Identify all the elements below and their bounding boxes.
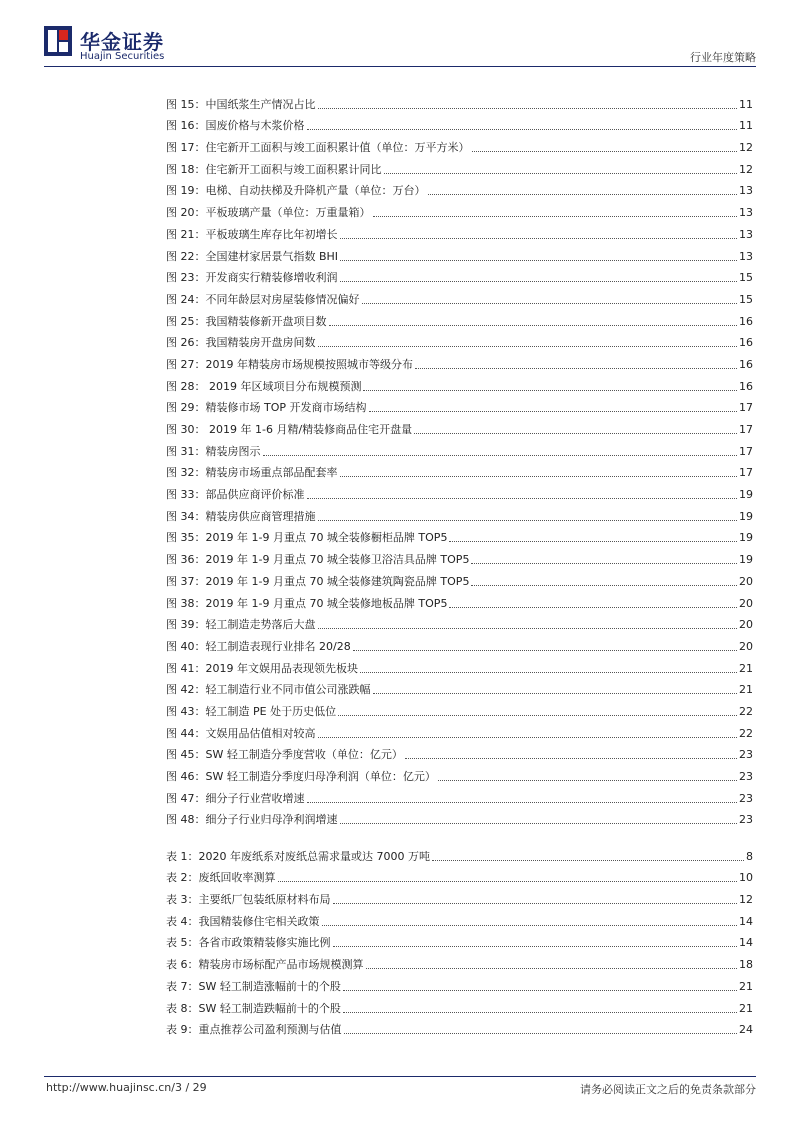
dot-leader [263, 455, 738, 456]
dot-leader [318, 520, 738, 521]
figure-entry[interactable] [166, 242, 753, 264]
figure-entry-page-number: 20 [739, 574, 753, 588]
figure-entry-label: 图 32：精装房市场重点部品配套率 [166, 466, 338, 480]
table-entry-page-number: 18 [739, 958, 753, 972]
table-entry[interactable] [166, 994, 753, 1016]
figure-entry[interactable] [166, 654, 753, 676]
header-divider [44, 66, 756, 67]
dot-leader [318, 108, 738, 109]
figure-entry-page-number: 22 [739, 726, 753, 740]
table-entry-page-number: 21 [739, 1001, 753, 1015]
dot-leader [362, 303, 738, 304]
figure-entry[interactable] [166, 133, 753, 155]
brand-name-en: Huajin Securities [80, 51, 165, 62]
figure-entry-label: 图 20：平板玻璃产量（单位：万重量箱） [166, 206, 371, 220]
table-entry-label: 表 8：SW 轻工制造跌幅前十的个股 [166, 1001, 341, 1015]
page-header [0, 0, 800, 72]
figure-entry[interactable] [166, 112, 753, 134]
dot-leader [366, 968, 738, 969]
dot-leader [318, 346, 738, 347]
figure-entry-page-number: 15 [739, 271, 753, 285]
figure-entry-label: 图 42：轻工制造行业不同市值公司涨跌幅 [166, 683, 371, 697]
report-type: 行业年度策略 [690, 51, 756, 64]
figure-entry[interactable] [166, 480, 753, 502]
figure-entry-page-number: 13 [739, 249, 753, 263]
figure-entry[interactable] [166, 806, 753, 828]
figure-entry[interactable] [166, 741, 753, 763]
dot-leader [428, 194, 738, 195]
figure-entry-page-number: 20 [739, 618, 753, 632]
figure-entry-label: 图 18：住宅新开工面积与竣工面积累计同比 [166, 162, 382, 176]
dot-leader [373, 216, 738, 217]
figure-entry-page-number: 13 [739, 206, 753, 220]
figure-entry-page-number: 17 [739, 444, 753, 458]
figure-entry-label: 图 27：2019 年精装房市场规模按照城市等级分布 [166, 357, 413, 371]
dot-leader [307, 129, 738, 130]
figure-entry[interactable] [166, 437, 753, 459]
figure-entry-page-number: 23 [739, 813, 753, 827]
dot-leader [449, 607, 737, 608]
figure-entry[interactable] [166, 524, 753, 546]
dot-leader [384, 173, 738, 174]
figure-entry[interactable] [166, 155, 753, 177]
figure-entry-page-number: 21 [739, 661, 753, 675]
figure-entry-label: 图 41：2019 年文娱用品表现领先板块 [166, 661, 358, 675]
figure-entry-label: 图 33：部品供应商评价标准 [166, 488, 305, 502]
table-entry-page-number: 14 [739, 914, 753, 928]
figure-entry[interactable] [166, 307, 753, 329]
dot-leader [307, 802, 738, 803]
figure-entry-label: 图 29：精装修市场 TOP 开发商市场结构 [166, 401, 367, 415]
figure-entry-page-number: 17 [739, 423, 753, 436]
figure-entry-label: 图 23：开发商实行精装修增收利润 [166, 271, 338, 285]
dot-leader [415, 368, 737, 369]
dot-leader [363, 390, 737, 391]
figure-entry[interactable] [166, 177, 753, 199]
dot-leader [360, 672, 737, 673]
figure-entry[interactable] [166, 285, 753, 307]
figure-entry-page-number: 15 [739, 292, 753, 306]
table-entry[interactable] [166, 1016, 753, 1038]
figure-entry[interactable] [166, 220, 753, 242]
figure-entry-label: 图 30： 2019 年 1-6 月精/精装修商品住宅开盘量 [166, 423, 413, 436]
dot-leader [340, 476, 738, 477]
figure-entry-label: 图 15：中国纸浆生产情况占比 [166, 97, 316, 111]
figure-entry-page-number: 20 [739, 596, 753, 610]
dot-leader [329, 325, 738, 326]
figure-entry-label: 图 16：国废价格与木浆价格 [166, 119, 305, 133]
table-entry[interactable] [166, 907, 753, 929]
figure-entry-label: 图 37：2019 年 1-9 月重点 70 城全装修建筑陶瓷品牌 TOP5 [166, 574, 470, 588]
table-entry[interactable] [166, 929, 753, 951]
dot-leader [338, 715, 737, 716]
figure-entry-label: 图 48：细分子行业归母净利润增速 [166, 813, 338, 827]
figure-entry-label: 图 36：2019 年 1-9 月重点 70 城全装修卫浴洁具品牌 TOP5 [166, 553, 470, 567]
dot-leader [344, 1033, 738, 1034]
figure-entry[interactable] [166, 719, 753, 741]
table-entry[interactable] [166, 972, 753, 994]
figure-entry-page-number: 19 [739, 488, 753, 502]
figure-entry[interactable] [166, 198, 753, 220]
figure-entry[interactable] [166, 676, 753, 698]
figure-entry[interactable] [166, 415, 753, 437]
figure-entry[interactable] [166, 632, 753, 654]
table-entry-label: 表 5：各省市政策精装修实施比例 [166, 936, 331, 950]
table-entry[interactable] [166, 950, 753, 972]
figure-entry-page-number: 19 [739, 531, 753, 545]
figure-entry-label: 图 45：SW 轻工制造分季度营收（单位：亿元） [166, 748, 403, 762]
figure-entry-label: 图 31：精装房图示 [166, 444, 261, 458]
figure-index [166, 90, 753, 827]
dot-leader [405, 758, 737, 759]
dot-leader [343, 1012, 737, 1013]
figure-entry-label: 图 47：细分子行业营收增速 [166, 791, 305, 805]
figure-entry[interactable] [166, 372, 753, 394]
figure-entry-page-number: 16 [739, 314, 753, 328]
figure-entry-label: 图 34：精装房供应商管理措施 [166, 509, 316, 523]
figure-entry[interactable] [166, 264, 753, 286]
figure-entry-page-number: 19 [739, 553, 753, 567]
dot-leader [318, 628, 738, 629]
footer-disclaimer: 请务必阅读正文之后的免责条款部分 [580, 1083, 756, 1096]
dot-leader [449, 541, 737, 542]
figure-entry-page-number: 21 [739, 683, 753, 697]
figure-entry-page-number: 11 [739, 97, 753, 111]
figure-entry-page-number: 16 [739, 379, 753, 393]
dot-leader [472, 151, 738, 152]
dot-leader [353, 650, 737, 651]
figure-entry[interactable] [166, 784, 753, 806]
figure-entry-label: 图 26：我国精装房开盘房间数 [166, 336, 316, 350]
footer-url[interactable] [46, 1081, 207, 1094]
table-entry[interactable] [166, 864, 753, 886]
figure-entry-label: 图 35：2019 年 1-9 月重点 70 城全装修橱柜品牌 TOP5 [166, 531, 448, 545]
footer-divider [44, 1076, 756, 1077]
table-entry-page-number: 24 [739, 1023, 753, 1037]
table-index [166, 842, 753, 1037]
figure-entry-label: 图 40：轻工制造表现行业排名 20/28 [166, 639, 351, 653]
table-entry-label: 表 2：废纸回收率测算 [166, 871, 276, 885]
dot-leader [471, 563, 737, 564]
figure-entry[interactable] [166, 697, 753, 719]
figure-entry-label: 图 22：全国建材家居景气指数 BHI [166, 249, 339, 263]
dot-leader [307, 498, 738, 499]
figure-entry-page-number: 12 [739, 141, 753, 155]
table-entry-label: 表 3：主要纸厂包装纸原材料布局 [166, 893, 331, 907]
figure-entry-label: 图 44：文娱用品估值相对较高 [166, 726, 316, 740]
figure-entry-page-number: 22 [739, 704, 753, 718]
figure-entry-label: 图 46：SW 轻工制造分季度归母净利润（单位：亿元） [166, 770, 436, 783]
dot-leader [340, 281, 738, 282]
figure-entry-page-number: 13 [739, 227, 753, 241]
figure-entry-label: 图 38：2019 年 1-9 月重点 70 城全装修地板品牌 TOP5 [166, 596, 448, 610]
figure-entry-label: 图 19：电梯、自动扶梯及升降机产量（单位：万台） [166, 184, 426, 198]
figure-entry-page-number: 23 [739, 748, 753, 762]
dot-leader [414, 433, 737, 434]
figure-entry-page-number: 20 [739, 639, 753, 653]
table-entry-page-number: 21 [739, 979, 753, 993]
table-entry-page-number: 14 [739, 936, 753, 950]
dot-leader [340, 823, 738, 824]
figure-entry-label: 图 17：住宅新开工面积与竣工面积累计值（单位：万平方米） [166, 141, 470, 155]
table-entry-page-number: 8 [746, 849, 753, 863]
figure-entry-page-number: 16 [739, 357, 753, 371]
table-entry-label: 表 9：重点推荐公司盈利预测与估值 [166, 1023, 342, 1037]
footer-page-indicator: 3 / 29 [174, 1081, 207, 1094]
table-entry[interactable] [166, 842, 753, 864]
figure-entry[interactable] [166, 589, 753, 611]
dot-leader [278, 881, 738, 882]
dot-leader [438, 780, 737, 781]
figure-entry[interactable] [166, 611, 753, 633]
figure-entry-page-number: 23 [739, 791, 753, 805]
figure-entry-page-number: 11 [739, 119, 753, 133]
figure-entry[interactable] [166, 502, 753, 524]
figure-entry[interactable] [166, 545, 753, 567]
table-entry-label: 表 6：精装房市场标配产品市场规模测算 [166, 958, 364, 972]
table-entry-page-number: 12 [739, 893, 753, 907]
figure-entry-page-number: 23 [739, 770, 753, 783]
table-entry[interactable] [166, 885, 753, 907]
figure-entry-page-number: 19 [739, 509, 753, 523]
figure-entry[interactable] [166, 567, 753, 589]
figure-entry-label: 图 28： 2019 年区域项目分布规模预测 [166, 379, 362, 393]
dot-leader [318, 737, 738, 738]
figure-entry-label: 图 21：平板玻璃生库存比年初增长 [166, 227, 338, 241]
figure-entry-page-number: 17 [739, 466, 753, 480]
dot-leader [340, 260, 737, 261]
figure-entry[interactable] [166, 329, 753, 351]
figure-entry-page-number: 13 [739, 184, 753, 198]
dot-leader [369, 411, 738, 412]
dot-leader [373, 693, 738, 694]
figure-entry-label: 图 25：我国精装修新开盘项目数 [166, 314, 327, 328]
dot-leader [471, 585, 737, 586]
figure-entry[interactable] [166, 90, 753, 112]
huajin-logo-icon [44, 26, 72, 56]
dot-leader [340, 238, 738, 239]
table-entry-label: 表 7：SW 轻工制造涨幅前十的个股 [166, 979, 341, 993]
figure-entry[interactable] [166, 394, 753, 416]
brand-name-cn: 华金证券 [80, 30, 164, 54]
figure-entry-page-number: 12 [739, 162, 753, 176]
figure-entry-page-number: 16 [739, 336, 753, 350]
dot-leader [333, 903, 738, 904]
table-entry-label: 表 1：2020 年废纸系对废纸总需求量或达 7000 万吨 [166, 849, 430, 863]
figure-entry[interactable] [166, 350, 753, 372]
table-entry-label: 表 4：我国精装修住宅相关政策 [166, 914, 320, 928]
figure-entry-label: 图 39：轻工制造走势落后大盘 [166, 618, 316, 632]
figure-entry-label: 图 43：轻工制造 PE 处于历史低位 [166, 704, 337, 718]
dot-leader [343, 990, 737, 991]
dot-leader [432, 860, 744, 861]
figure-entry[interactable] [166, 459, 753, 481]
footer-url-link[interactable]: http://www.huajinsc.cn/ [46, 1081, 175, 1094]
figure-entry[interactable] [166, 762, 753, 784]
dot-leader [322, 925, 738, 926]
figure-entry-label: 图 24：不同年龄层对房屋装修情况偏好 [166, 292, 360, 306]
figure-entry-page-number: 17 [739, 401, 753, 415]
dot-leader [333, 946, 738, 947]
table-entry-page-number: 10 [739, 871, 753, 885]
